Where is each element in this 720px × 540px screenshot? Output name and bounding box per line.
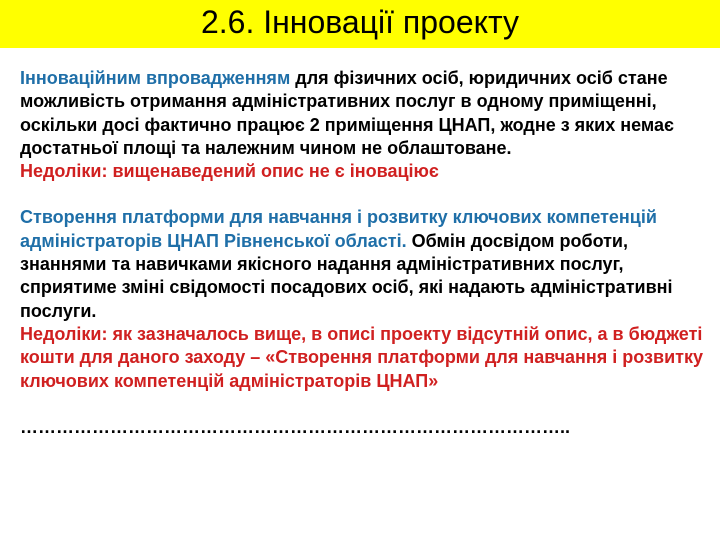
paragraph-lead: Інноваційним впровадженням	[20, 68, 291, 88]
trailing-dots: ………………………………………………………………………………..	[20, 416, 571, 437]
paragraph-body: Обмін досвідом роботи, знаннями та навичками якісного надання адміністративних послуг, сприятиме зміні свідомості посадових осіб, які надають адміністративні послуги.	[20, 230, 673, 321]
spacer	[20, 183, 710, 206]
paragraph-innovation-1	[20, 67, 710, 160]
drawback-note-1: Недоліки: вищенаведений опис не є іноваціює	[20, 161, 439, 182]
paragraph-lead: Створення платформи для навчання і розвитку ключових компетенцій адміністраторів ЦНАП Рівненської області.	[20, 207, 657, 251]
paragraph-innovation-2	[20, 206, 710, 322]
title-bar	[0, 0, 720, 48]
paragraph-body: для фізичних осіб, юридичних осіб стане можливість отримання адміністративних послуг в одному приміщенні, оскільки досі фактично працює 2 приміщення ЦНАП, жодне з яких немає достатньої площі та належним чином не облаштоване.	[20, 68, 674, 158]
drawback-note-2: Недоліки: як зазначалось вище, в описі проекту відсутній опис, а в бюджеті кошти для даного заходу – «Створення платформи для навчання і розвитку ключових компетенцій адміністраторів ЦНАП»	[20, 323, 703, 391]
slide-content	[20, 67, 710, 439]
slide-title: 2.6. Інновації проекту	[200, 4, 520, 40]
